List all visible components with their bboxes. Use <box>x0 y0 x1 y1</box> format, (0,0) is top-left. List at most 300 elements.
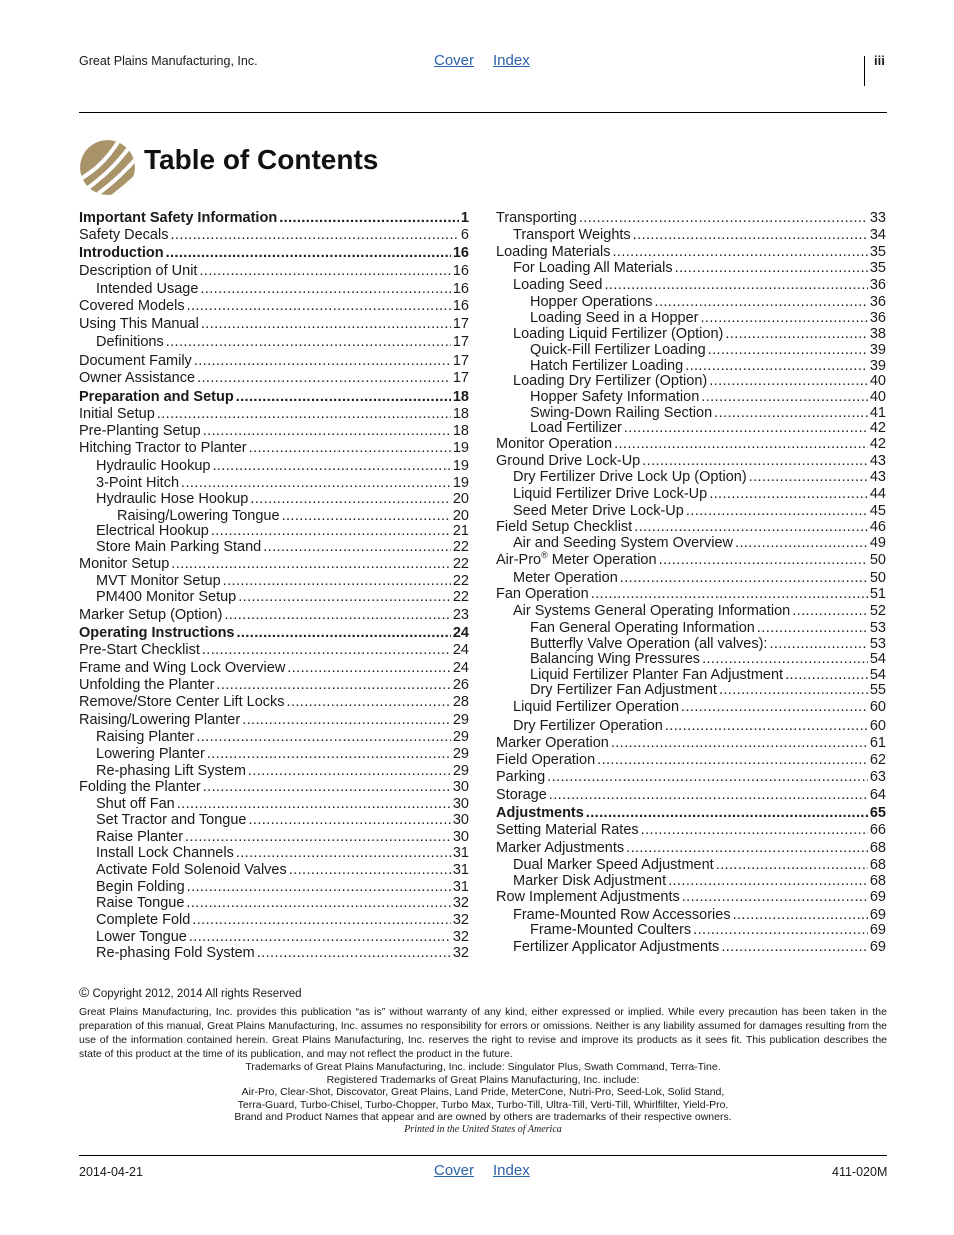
toc-entry-page: 19 <box>452 458 469 474</box>
toc-entry-label: Hopper Safety Information <box>530 389 700 405</box>
toc-entry-label: Pre-Start Checklist <box>79 642 200 658</box>
toc-entry[interactable] <box>79 263 469 280</box>
dot-leader <box>199 263 450 280</box>
toc-entry-label: Raising Planter <box>96 729 195 745</box>
dot-leader <box>586 805 868 822</box>
toc-entry[interactable] <box>496 620 886 637</box>
dot-leader <box>659 552 868 569</box>
toc-entry-page: 40 <box>869 373 886 389</box>
toc-entry-label: Adjustments <box>496 805 584 821</box>
toc-entry-page: 23 <box>452 607 469 623</box>
toc-entry-label: Marker Operation <box>496 735 609 751</box>
toc-entry[interactable] <box>496 752 886 769</box>
dot-leader <box>626 840 868 857</box>
copyright <box>79 984 302 1000</box>
toc-entry-label: Ground Drive Lock-Up <box>496 453 641 469</box>
toc-entry-page: 53 <box>869 620 886 636</box>
toc-entry[interactable] <box>79 573 469 590</box>
toc-entry-label: Liquid Fertilizer Planter Fan Adjustment <box>530 667 784 683</box>
dot-leader <box>686 503 868 520</box>
toc-entry[interactable] <box>79 523 469 540</box>
toc-entry[interactable] <box>496 310 886 327</box>
toc-entry-page: 33 <box>869 210 886 226</box>
toc-entry-label: Seed Meter Drive Lock-Up <box>513 503 684 519</box>
toc-entry[interactable] <box>496 326 886 343</box>
dot-leader <box>289 862 451 879</box>
toc-entry-label: Hopper Operations <box>530 294 653 310</box>
toc-entry[interactable] <box>496 244 886 261</box>
dot-leader <box>263 539 451 556</box>
toc-entry[interactable] <box>79 334 469 351</box>
toc-entry-page: 17 <box>452 370 469 386</box>
toc-entry-page: 28 <box>452 694 469 710</box>
toc-entry-page: 39 <box>869 358 886 374</box>
toc-entry[interactable] <box>79 458 469 475</box>
toc-entry-page: 43 <box>869 453 886 469</box>
toc-entry-label: Dual Marker Speed Adjustment <box>513 857 714 873</box>
toc-entry-page: 32 <box>452 945 469 961</box>
toc-entry-label: Hatch Fertilizer Loading <box>530 358 684 374</box>
dot-leader <box>634 519 868 536</box>
footer-date: 2014-04-21 <box>79 1165 143 1179</box>
dot-leader <box>675 260 868 277</box>
toc-entry-label: Marker Setup (Option) <box>79 607 223 623</box>
toc-entry[interactable] <box>496 469 886 486</box>
toc-entry-label: Field Setup Checklist <box>496 519 633 535</box>
toc-entry[interactable] <box>496 718 886 735</box>
toc-entry-label: Preparation and Setup <box>79 389 234 405</box>
toc-entry[interactable] <box>79 491 469 508</box>
toc-entry-page: 41 <box>869 405 886 421</box>
toc-entry[interactable] <box>496 922 886 939</box>
toc-entry-label: Field Operation <box>496 752 596 768</box>
toc-entry-label: Remove/Store Center Lift Locks <box>79 694 285 710</box>
dot-leader <box>287 660 451 677</box>
toc-entry[interactable] <box>79 556 469 573</box>
toc-entry-label: Marker Disk Adjustment <box>513 873 667 889</box>
dot-leader <box>693 922 868 939</box>
toc-entry-page: 29 <box>452 746 469 762</box>
toc-entry-page: 16 <box>452 245 469 261</box>
toc-entry[interactable] <box>496 535 886 552</box>
toc-entry-label: Frame-Mounted Coulters <box>530 922 692 938</box>
toc-entry[interactable] <box>79 423 469 440</box>
dot-leader <box>591 586 868 603</box>
dot-leader <box>242 712 451 729</box>
toc-entry[interactable] <box>79 829 469 846</box>
toc-entry-label: Raising/Lowering Tongue <box>117 508 280 524</box>
toc-entry-label: Lowering Planter <box>96 746 205 762</box>
toc-entry-label: Complete Fold <box>96 912 191 928</box>
toc-entry-label: Fan General Operating Information <box>530 620 755 636</box>
toc-entry-label: Description of Unit <box>79 263 198 279</box>
toc-entry-label: Meter Operation <box>513 570 618 586</box>
toc-entry-page: 44 <box>869 486 886 502</box>
toc-entry-page: 17 <box>452 334 469 350</box>
trademarks-line: Air-Pro, Clear-Shot, Discovator, Great Plains, Land Pride, MeterCone, Nutri-Pro, Seed-Lok, Solid Stand, <box>241 1086 725 1098</box>
toc-entry[interactable] <box>79 210 469 227</box>
toc-entry[interactable] <box>496 682 886 699</box>
dot-leader <box>194 353 451 370</box>
toc-entry-label: Liquid Fertilizer Drive Lock-Up <box>513 486 708 502</box>
toc-entry-page: 55 <box>869 682 886 698</box>
dot-leader <box>189 929 451 946</box>
toc-entry-label: Raising/Lowering Planter <box>79 712 241 728</box>
toc-entry[interactable] <box>496 277 886 294</box>
toc-entry[interactable] <box>79 677 469 694</box>
toc-entry[interactable] <box>79 879 469 896</box>
toc-entry-label: 3-Point Hitch <box>96 475 180 491</box>
toc-entry-page: 68 <box>869 857 886 873</box>
toc-entry-label: Definitions <box>96 334 164 350</box>
dot-leader <box>185 829 451 846</box>
dot-leader <box>192 912 451 929</box>
toc-entry-label: Raise Tongue <box>96 895 185 911</box>
dot-leader <box>203 423 451 440</box>
toc-entry[interactable] <box>496 889 886 906</box>
toc-entry-label: Intended Usage <box>96 281 199 297</box>
dot-leader <box>701 310 868 327</box>
toc-entry-page: 40 <box>869 389 886 405</box>
toc-entry-page: 24 <box>452 625 469 641</box>
toc-entry-label: Load Fertilizer <box>530 420 622 436</box>
toc-entry-label: Monitor Operation <box>496 436 613 452</box>
toc-entry-page: 36 <box>869 277 886 293</box>
toc-entry-page: 54 <box>869 667 886 683</box>
toc-entry[interactable] <box>496 453 886 470</box>
toc-entry[interactable] <box>79 440 469 457</box>
toc-entry-label: For Loading All Materials <box>513 260 673 276</box>
toc-entry[interactable] <box>496 873 886 890</box>
dot-leader <box>668 873 868 890</box>
dot-leader <box>725 326 868 343</box>
toc-entry[interactable] <box>496 373 886 390</box>
toc-entry[interactable] <box>79 796 469 813</box>
toc-entry-page: 36 <box>869 294 886 310</box>
toc-entry-label: Folding the Planter <box>79 779 201 795</box>
toc-entry-label: Fertilizer Applicator Adjustments <box>513 939 720 955</box>
toc-entry[interactable] <box>79 370 469 387</box>
toc-entry-page: 30 <box>452 779 469 795</box>
printed-in: Printed in the United States of America <box>404 1123 562 1135</box>
toc-entry-page: 24 <box>452 660 469 676</box>
toc-entry[interactable] <box>79 316 469 333</box>
dot-leader <box>735 535 868 552</box>
doc-number: 411-020M <box>832 1165 888 1179</box>
page-number: iii <box>874 53 885 68</box>
toc-entry[interactable] <box>79 298 469 315</box>
toc-entry[interactable] <box>496 389 886 406</box>
dot-leader <box>257 945 451 962</box>
toc-entry-page: 19 <box>452 440 469 456</box>
toc-entry-page: 68 <box>869 840 886 856</box>
toc-entry[interactable] <box>496 603 886 620</box>
dot-leader <box>665 718 868 735</box>
toc-entry-page: 30 <box>452 829 469 845</box>
toc-entry-page: 63 <box>869 769 886 785</box>
toc-entry[interactable] <box>496 699 886 716</box>
toc-entry-label: Loading Materials <box>496 244 611 260</box>
footer-index-link[interactable]: Index <box>493 1162 530 1179</box>
toc-entry-page: 6 <box>460 227 469 243</box>
dot-leader <box>166 334 451 351</box>
copyright-text: Copyright 2012, 2014 All rights Reserved <box>92 988 302 1000</box>
toc-entry-page: 61 <box>869 735 886 751</box>
toc-entry-page: 42 <box>869 420 886 436</box>
toc-entry-label: Using This Manual <box>79 316 199 332</box>
toc-entry[interactable] <box>496 805 886 822</box>
toc-entry-label: Safety Decals <box>79 227 169 243</box>
dot-leader <box>181 475 451 492</box>
toc-entry-label: Document Family <box>79 353 192 369</box>
dot-leader <box>701 389 868 406</box>
company-name: Great Plains Manufacturing, Inc. <box>79 54 258 68</box>
toc-entry[interactable] <box>79 895 469 912</box>
dot-leader <box>719 682 868 699</box>
registered-mark: ® <box>541 550 548 561</box>
toc-entry-page: 38 <box>869 326 886 342</box>
toc-entry-page: 51 <box>869 586 886 602</box>
dot-leader <box>702 651 868 668</box>
toc-entry[interactable] <box>496 552 886 569</box>
toc-entry-page: 30 <box>452 796 469 812</box>
toc-entry-page: 32 <box>452 929 469 945</box>
toc-entry-label: Hydraulic Hookup <box>96 458 211 474</box>
toc-entry-page: 62 <box>869 752 886 768</box>
toc-entry-page: 29 <box>452 712 469 728</box>
toc-entry-label: Dry Fertilizer Fan Adjustment <box>530 682 717 698</box>
toc-entry[interactable] <box>79 642 469 659</box>
header-rule <box>79 112 887 113</box>
toc-entry-page: 31 <box>452 845 469 861</box>
toc-entry-label: Marker Adjustments <box>496 840 625 856</box>
dot-leader <box>749 469 868 486</box>
toc-entry-page: 26 <box>452 677 469 693</box>
toc-entry[interactable] <box>496 260 886 277</box>
dot-leader <box>211 523 451 540</box>
dot-leader <box>792 603 868 620</box>
dot-leader <box>633 227 868 244</box>
dot-leader <box>547 769 868 786</box>
toc-entry[interactable] <box>496 840 886 857</box>
toc-entry[interactable] <box>496 342 886 359</box>
toc-entry-label: Row Implement Adjustments <box>496 889 680 905</box>
toc-entry-label: Parking <box>496 769 546 785</box>
cover-link[interactable]: Cover <box>434 52 475 69</box>
trademarks-block <box>79 1061 887 1136</box>
dot-leader <box>248 812 450 829</box>
toc-entry-page: 54 <box>869 651 886 667</box>
dot-leader <box>170 227 458 244</box>
toc-entry-page: 17 <box>452 316 469 332</box>
dot-leader <box>249 440 451 457</box>
toc-entry[interactable] <box>79 281 469 298</box>
dot-leader <box>248 763 451 780</box>
toc-entry[interactable] <box>79 746 469 763</box>
toc-entry-page: 42 <box>869 436 886 452</box>
toc-entry-page: 31 <box>452 862 469 878</box>
toc-entry[interactable] <box>496 503 886 520</box>
dot-leader <box>641 822 868 839</box>
toc-entry[interactable] <box>79 763 469 780</box>
trademarks-line: Trademarks of Great Plains Manufacturing, Inc. include: Singulator Plus, Swath Command, Terra-Tine. <box>245 1061 721 1073</box>
toc-entry-page: 20 <box>452 491 469 507</box>
toc-entry[interactable] <box>79 607 469 624</box>
toc-entry[interactable] <box>79 712 469 729</box>
dot-leader <box>200 281 450 298</box>
toc-entry-label: Owner Assistance <box>79 370 196 386</box>
dot-leader <box>236 389 451 406</box>
dot-leader <box>223 573 451 590</box>
toc-entry-page: 16 <box>452 281 469 297</box>
toc-entry-page: 18 <box>452 423 469 439</box>
toc-entry[interactable] <box>79 406 469 423</box>
toc-entry[interactable] <box>496 857 886 874</box>
dot-leader <box>279 210 459 227</box>
toc-entry-label: Dry Fertilizer Operation <box>513 718 663 734</box>
toc-entry-label: Frame-Mounted Row Accessories <box>513 907 731 923</box>
toc-entry-page: 17 <box>452 353 469 369</box>
toc-entry-label: Initial Setup <box>79 406 155 422</box>
dot-leader <box>201 316 451 333</box>
dot-leader <box>216 677 450 694</box>
toc-entry-page: 46 <box>869 519 886 535</box>
toc-entry-label: Activate Fold Solenoid Valves <box>96 862 287 878</box>
toc-entry-page: 36 <box>869 310 886 326</box>
toc-entry-label: Liquid Fertilizer Operation <box>513 699 680 715</box>
toc-entry-page: 16 <box>452 298 469 314</box>
toc-entry-page: 65 <box>869 805 886 821</box>
toc-entry-label: Fan Operation <box>496 586 589 602</box>
toc-entry[interactable] <box>79 660 469 677</box>
footer-cover-link[interactable]: Cover <box>434 1162 475 1179</box>
toc-entry-page: 30 <box>452 812 469 828</box>
dot-leader <box>171 556 451 573</box>
dot-leader <box>611 735 868 752</box>
toc-entry[interactable] <box>496 787 886 804</box>
dot-leader <box>620 570 868 587</box>
toc-entry[interactable] <box>79 729 469 746</box>
toc-entry[interactable] <box>79 845 469 862</box>
toc-entry[interactable] <box>79 539 469 556</box>
toc-entry-label: Introduction <box>79 245 164 261</box>
toc-entry[interactable] <box>79 912 469 929</box>
toc-entry-label: Install Lock Channels <box>96 845 234 861</box>
toc-entry-page: 69 <box>869 907 886 923</box>
toc-entry-label: Quick-Fill Fertilizer Loading <box>530 342 706 358</box>
toc-entry[interactable] <box>496 294 886 311</box>
toc-entry[interactable] <box>496 570 886 587</box>
toc-entry-page: 32 <box>452 895 469 911</box>
toc-entry-label: Pre-Planting Setup <box>79 423 201 439</box>
dot-leader <box>237 625 451 642</box>
toc-entry-page: 18 <box>452 406 469 422</box>
toc-entry[interactable] <box>496 651 886 668</box>
toc-entry-label: Air Systems General Operating Information <box>513 603 791 619</box>
toc-entry-label: Frame and Wing Lock Overview <box>79 660 286 676</box>
toc-entry[interactable] <box>496 519 886 536</box>
toc-entry-page: 31 <box>452 879 469 895</box>
toc-entry[interactable] <box>79 812 469 829</box>
toc-entry-label: Dry Fertilizer Drive Lock Up (Option) <box>513 469 747 485</box>
dot-leader <box>682 889 868 906</box>
toc-entry-page: 53 <box>869 636 886 652</box>
toc-entry-page: 24 <box>452 642 469 658</box>
toc-entry-label: Store Main Parking Stand <box>96 539 262 555</box>
toc-entry-label: Air and Seeding System Overview <box>513 535 734 551</box>
toc-entry-label: Loading Dry Fertilizer (Option) <box>513 373 708 389</box>
toc-entry-label: Balancing Wing Pressures <box>530 651 701 667</box>
toc-entry-label: Important Safety Information <box>79 210 278 226</box>
toc-entry-label: Storage <box>496 787 547 803</box>
toc-entry-label: Lower Tongue <box>96 929 187 945</box>
toc-entry-page: 43 <box>869 469 886 485</box>
toc-entry[interactable] <box>496 586 886 603</box>
toc-entry[interactable] <box>79 227 469 244</box>
toc-entry-page: 66 <box>869 822 886 838</box>
toc-entry[interactable] <box>79 779 469 796</box>
toc-entry-page: 49 <box>869 535 886 551</box>
dot-leader <box>549 787 868 804</box>
toc-entry[interactable] <box>79 945 469 962</box>
disclaimer: Great Plains Manufacturing, Inc. provides this publication “as is” without warranty of any kind, either expressed or implied. While every precaution has been taken in the preparation of this manual, Great Plains Manufacturing, Inc. assumes no responsibility for errors or omissions. Neither is any liability assumed for damages resulting from the use of the information contained herein. Great Plains Manufacturing, Inc. reserves the right to revise and improve its products as it sees fit. This publication describes the state of this product at the time of its publication, and may not reflect the product in the future. <box>79 1006 887 1060</box>
toc-entry-label: Butterfly Valve Operation (all valves): <box>530 636 768 652</box>
toc-entry[interactable] <box>496 486 886 503</box>
dot-leader <box>709 373 868 390</box>
dot-leader <box>612 244 867 261</box>
toc-entry[interactable] <box>79 862 469 879</box>
dot-leader <box>187 298 451 315</box>
dot-leader <box>177 796 451 813</box>
toc-entry[interactable] <box>496 420 886 437</box>
toc-entry[interactable] <box>496 822 886 839</box>
toc-entry[interactable] <box>496 939 886 956</box>
dot-leader <box>186 895 450 912</box>
toc-entry[interactable] <box>79 929 469 946</box>
toc-entry-page: 20 <box>452 508 469 524</box>
toc-entry[interactable] <box>496 769 886 786</box>
toc-entry-page: 69 <box>869 922 886 938</box>
toc-entry[interactable] <box>79 245 469 262</box>
toc-entry[interactable] <box>496 210 886 227</box>
toc-entry[interactable] <box>496 436 886 453</box>
toc-entry-page: 60 <box>869 718 886 734</box>
toc-entry-label: Loading Liquid Fertilizer (Option) <box>513 326 724 342</box>
toc-entry[interactable] <box>496 227 886 244</box>
trademarks-line: Registered Trademarks of Great Plains Manufacturing, Inc. include: <box>326 1073 640 1086</box>
toc-entry[interactable] <box>79 625 469 642</box>
toc-entry-label: Hitching Tractor to Planter <box>79 440 247 456</box>
toc-entry[interactable] <box>79 694 469 711</box>
toc-entry-label: MVT Monitor Setup <box>96 573 221 589</box>
toc-entry[interactable] <box>79 589 469 606</box>
dot-leader <box>642 453 868 470</box>
dot-leader <box>614 436 868 453</box>
toc-entry-label: Transport Weights <box>513 227 631 243</box>
toc-entry-page: 52 <box>869 603 886 619</box>
dot-leader <box>207 746 451 763</box>
toc-entry[interactable] <box>79 389 469 406</box>
toc-entry-page: 22 <box>452 556 469 572</box>
toc-entry-page: 19 <box>452 475 469 491</box>
toc-entry[interactable] <box>79 475 469 492</box>
toc-entry[interactable] <box>79 353 469 370</box>
toc-entry[interactable] <box>496 735 886 752</box>
toc-entry-label: Loading Seed <box>513 277 603 293</box>
index-link[interactable]: Index <box>493 52 530 69</box>
dot-leader <box>236 845 451 862</box>
trademarks-line: Terra-Guard, Turbo-Chisel, Turbo-Chopper, Turbo Max, Turbo-Till, Ultra-Till, Verti-Till, Whirlfilter, Yield-Pro. <box>237 1098 729 1111</box>
